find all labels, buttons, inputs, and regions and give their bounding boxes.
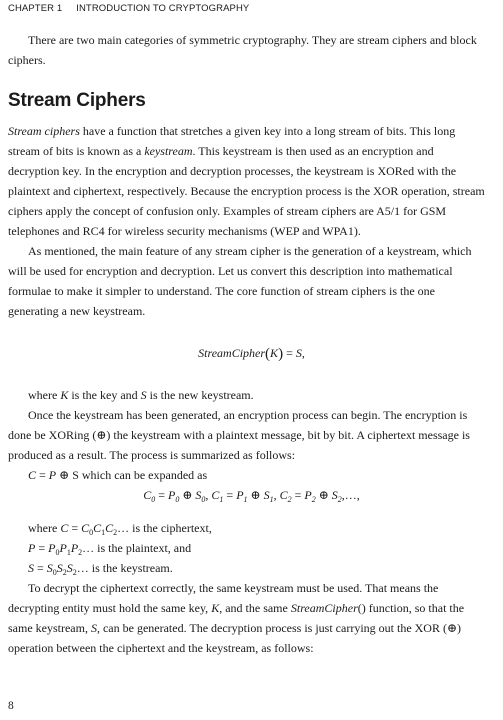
paragraph-c-equals <box>8 465 486 485</box>
eq-output: S <box>295 346 302 360</box>
paragraph-main-feature: As mentioned, the main feature of any stream cipher is the generation of a keystream, which will be used for encryption and decryption. Let us convert this description into mathematical formulae to make it simpler to understand. The core function of stream ciphers is the one generating a new keystream. <box>8 244 472 318</box>
paragraph-text: is the plaintext, and <box>94 541 192 555</box>
paragraph-text: () function, so that the same keystream, <box>8 601 465 635</box>
paragraph-text: is the key and <box>68 388 141 402</box>
running-header <box>8 3 249 14</box>
term-keystream: keystream <box>144 144 193 158</box>
eq-equals: = <box>36 468 49 482</box>
encryption-block <box>8 385 486 485</box>
paragraph-text: where <box>28 388 61 402</box>
chapter-label: CHAPTER 1 <box>8 3 63 14</box>
definitions-block <box>8 518 486 658</box>
term-streamcipher: StreamCipher <box>290 601 358 615</box>
intro-paragraph: There are two main categories of symmetric cryptography. They are stream ciphers and block ciphers. <box>8 33 477 67</box>
var-s: S <box>90 621 97 635</box>
paragraph-text: where <box>28 521 61 535</box>
paragraph-stream-ciphers <box>8 121 486 241</box>
equation-streamcipher <box>0 346 503 363</box>
var-k: K <box>211 601 220 615</box>
eq-paren-open: ( <box>265 346 271 362</box>
def-plaintext: $P = P_0P_1P_2\dots$ is the plaintext, and <box>28 541 192 557</box>
chapter-title: INTRODUCTION TO CRYPTOGRAPHY <box>76 3 250 14</box>
paragraph-encryption: Once the keystream has been generated, an encryption process can begin. The encryption is done be XORing (⊕) the keystream with a plaintext message, bit by bit. A ciphertext message is produced as a result. The process is summarized as follows: <box>8 408 470 462</box>
paragraph-where-k <box>8 385 486 405</box>
intro-block <box>8 30 486 70</box>
main-text-block <box>8 121 486 321</box>
page-number: 8 <box>8 700 14 712</box>
paragraph-text: is the new keystream. <box>146 388 254 402</box>
eq-arg: K <box>270 346 279 360</box>
paragraph-decryption <box>8 578 486 658</box>
eq-paren-close: ) <box>278 346 284 362</box>
var-k: K <box>60 388 69 402</box>
term-stream-ciphers: Stream ciphers <box>8 124 80 138</box>
paragraph-text: have a function that stretches a given key into a long stream of bits. This long stream of bits is known as a <box>8 124 456 158</box>
paragraph-text: ⊕ S which can be expanded as <box>56 468 208 482</box>
equation-expanded: $C_0 = P_0$ ⊕ $S_0$, $C_1 = P_1$ ⊕ $S_1$, $C_2 = P_2$ ⊕ $S_2,\dots$, <box>143 488 360 504</box>
var-p: P <box>48 468 57 482</box>
def-ciphertext: where $C = C_0C_1C_2\dots$ is the ciphertext, <box>28 521 212 537</box>
paragraph-text: , can be generated. The decryption process is just carrying out the XOR (⊕) operation between the ciphertext and the keystream, as follows: <box>8 621 462 655</box>
eq-function: StreamCipher <box>198 346 266 360</box>
var-c: C <box>28 468 37 482</box>
paragraph-text: is the ciphertext, <box>129 521 212 535</box>
def-keystream: $S = S_0S_2S_2\dots$ is the keystream. <box>28 561 173 577</box>
paragraph-text: , and the same <box>219 601 291 615</box>
paragraph-text: To decrypt the ciphertext correctly, the same keystream must be used. That means the decrypting entity must hold the same key, <box>8 581 439 615</box>
eq-equals: = <box>283 346 296 360</box>
section-heading: Stream Ciphers <box>8 90 146 111</box>
paragraph-text: is the keystream. <box>88 561 173 575</box>
eq-comma: , <box>301 346 305 360</box>
paragraph-text: . This keystream is then used as an encryption and decryption key. In the encryption and decryption processes, the keystream is XORed with the plaintext and ciphertext, respectively. Because the encryption process is the XOR operation, stream ciphers apply the concept of confusion only. Examples of stream ciphers are A5/1 for GSM telephones and RC4 for wireless security mechanisms (WEP and WPA1). <box>8 144 485 238</box>
var-s: S <box>140 388 147 402</box>
